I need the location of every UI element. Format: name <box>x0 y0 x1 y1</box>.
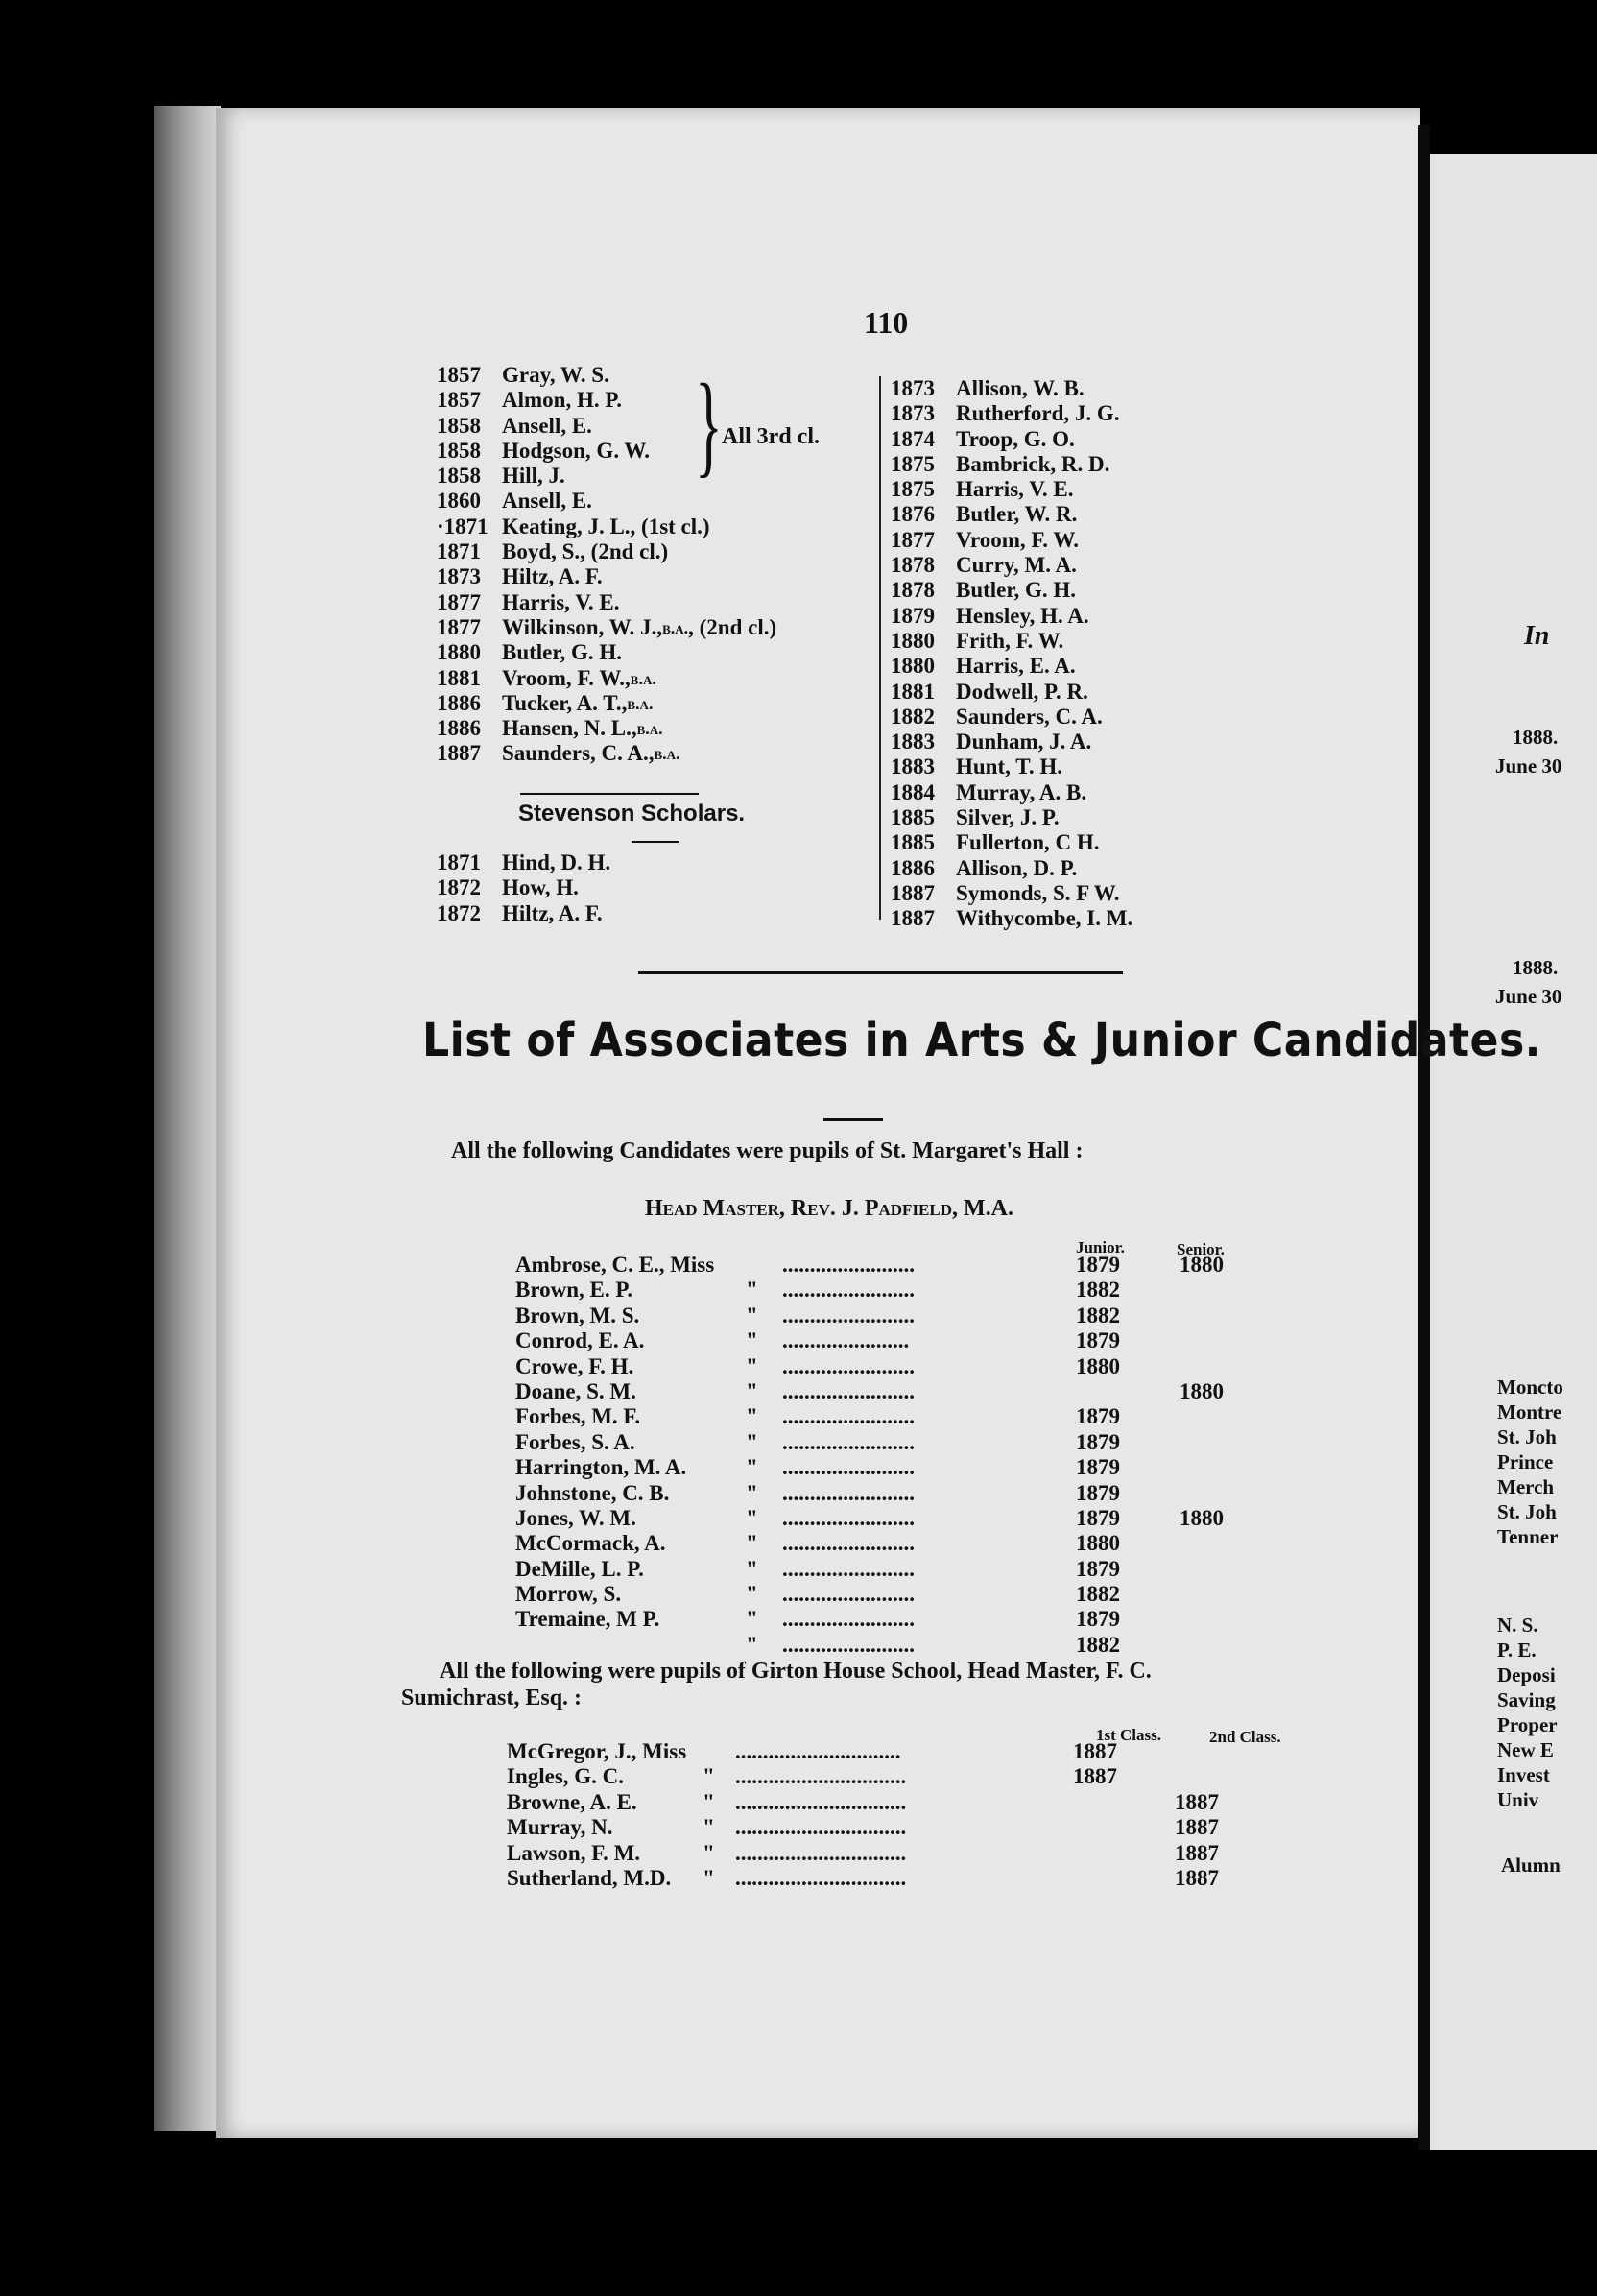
dot-leader: ............................... <box>735 1789 907 1814</box>
entry-name: Tucker, A. T., <box>502 690 628 715</box>
list-row <box>437 388 776 413</box>
candidate-name: Brown, E. P. <box>515 1278 633 1303</box>
entry-name: Saunders, C. A., <box>502 741 655 766</box>
ditto-mark: " <box>746 1607 758 1632</box>
candidate-name: Sutherland, M.D. <box>507 1865 672 1890</box>
year-senior: 1880 <box>1180 1378 1224 1403</box>
candidate-name: Tremaine, M P. <box>515 1607 660 1632</box>
entry-name: Butler, W. R. <box>956 502 1078 527</box>
ditto-mark: " <box>703 1840 715 1865</box>
right-page-fragment: N. S. <box>1497 1614 1538 1637</box>
ditto-mark: " <box>746 1556 758 1581</box>
candidate-row <box>515 1506 1283 1531</box>
candidate-name: Conrod, E. A. <box>515 1328 645 1353</box>
candidate-name: Crowe, F. H. <box>515 1353 634 1378</box>
dot-leader: ........................ <box>782 1253 915 1277</box>
year-junior: 1880 <box>1076 1531 1120 1556</box>
entry-name: Withycombe, I. M. <box>956 906 1133 931</box>
ditto-mark: " <box>703 1789 715 1814</box>
right-page-fragment: Prince <box>1497 1450 1554 1473</box>
list-row <box>437 615 776 640</box>
entry-year: 1878 <box>891 578 935 603</box>
dot-leader: ....................... <box>782 1328 910 1353</box>
candidate-row <box>515 1531 1283 1556</box>
right-scholar-list <box>891 376 1132 932</box>
right-page-fragment: In <box>1524 621 1550 651</box>
entry-year: 1872 <box>437 900 481 925</box>
entry-name: Gray, W. S. <box>502 363 609 387</box>
list-row <box>891 427 1132 452</box>
entry-year: 1873 <box>891 401 935 426</box>
ditto-mark: " <box>746 1632 758 1657</box>
candidate-name: Brown, M. S. <box>515 1303 640 1327</box>
year-junior: 1879 <box>1076 1404 1120 1429</box>
candidate-name: Doane, S. M. <box>515 1378 636 1403</box>
list-row <box>891 401 1132 426</box>
list-row <box>891 553 1132 578</box>
candidate-name: Lawson, F. M. <box>507 1840 641 1865</box>
year-junior: 1879 <box>1076 1480 1120 1505</box>
rule-below-stevenson <box>632 841 679 843</box>
list-row <box>891 705 1132 729</box>
entry-name: Bambrick, R. D. <box>956 451 1110 476</box>
st-margarets-candidate-table <box>515 1253 1283 1658</box>
entry-year: 1887 <box>891 906 935 931</box>
entry-year: 1881 <box>891 679 935 704</box>
right-page-fragment: 1888. <box>1513 726 1559 749</box>
year-junior: 1880 <box>1076 1353 1120 1378</box>
ditto-mark: " <box>703 1865 715 1890</box>
candidate-row <box>515 1379 1283 1404</box>
ditto-mark: " <box>703 1815 715 1840</box>
entry-year: 1886 <box>891 855 935 880</box>
dot-leader: ........................ <box>782 1607 915 1632</box>
senior-column-header: Senior. <box>1177 1240 1225 1258</box>
candidate-name: Jones, W. M. <box>515 1505 636 1530</box>
entry-year: 1874 <box>891 426 935 451</box>
candidate-row <box>507 1841 1294 1866</box>
year-second: 1887 <box>1175 1865 1219 1890</box>
junior-column-header: Junior. <box>1076 1238 1125 1256</box>
list-row <box>437 666 776 691</box>
entry-year: 1886 <box>437 716 481 741</box>
ditto-mark: " <box>746 1505 758 1530</box>
list-row <box>891 452 1132 477</box>
list-row <box>891 780 1132 805</box>
right-page-fragment: New E <box>1497 1738 1554 1761</box>
candidate-row <box>515 1303 1283 1328</box>
entry-year: 1880 <box>891 628 935 653</box>
entry-name: Hunt, T. H. <box>956 754 1062 779</box>
list-row <box>437 514 776 539</box>
list-row <box>891 729 1132 754</box>
entry-year: 1887 <box>891 880 935 905</box>
entry-name: Hill, J. <box>502 464 565 489</box>
entry-year: 1873 <box>437 564 481 589</box>
entry-year: 1875 <box>891 477 935 502</box>
right-page-fragment: Invest <box>1497 1763 1550 1786</box>
entry-year: 1883 <box>891 754 935 779</box>
year-second: 1887 <box>1175 1789 1219 1814</box>
entry-year: 1857 <box>437 363 481 387</box>
right-page-fragment: St. Joh <box>1497 1500 1557 1523</box>
year-junior: 1882 <box>1076 1582 1120 1607</box>
entry-year: 1858 <box>437 438 481 463</box>
dot-leader: ............................... <box>735 1815 907 1840</box>
ditto-mark: " <box>746 1429 758 1454</box>
entry-name: Ansell, E. <box>502 489 592 514</box>
dot-leader: .............................. <box>735 1739 901 1763</box>
ditto-mark: " <box>746 1531 758 1556</box>
list-row <box>891 629 1132 654</box>
entry-name: Vroom, F. W., <box>502 665 631 690</box>
entry-name: Hiltz, A. F. <box>502 564 603 589</box>
entry-name: Keating, J. L., (1st cl.) <box>502 514 710 538</box>
entry-year: 1883 <box>891 729 935 754</box>
list-row <box>891 528 1132 553</box>
entry-name: Butler, G. H. <box>502 640 623 665</box>
year-first: 1887 <box>1073 1764 1117 1789</box>
right-page-fragment: Saving <box>1497 1688 1556 1711</box>
list-row <box>891 376 1132 401</box>
entry-year: 1884 <box>891 779 935 804</box>
entry-degree: b.a. <box>662 617 689 637</box>
candidate-row <box>515 1455 1283 1480</box>
year-junior: 1879 <box>1076 1505 1120 1530</box>
entry-degree: b.a. <box>636 719 663 739</box>
entry-name: Hiltz, A. F. <box>502 900 603 925</box>
year-second: 1887 <box>1175 1815 1219 1840</box>
entry-year: 1858 <box>437 464 481 489</box>
entry-name: Murray, A. B. <box>956 779 1087 804</box>
entry-name: Troop, G. O. <box>956 426 1075 451</box>
candidate-name: McCormack, A. <box>515 1531 666 1556</box>
list-row <box>437 464 776 489</box>
list-row <box>437 539 776 564</box>
entry-year: 1860 <box>437 489 481 514</box>
candidate-row <box>515 1354 1283 1379</box>
year-junior: 1879 <box>1076 1556 1120 1581</box>
dot-leader: ........................ <box>782 1582 915 1607</box>
title-underline <box>823 1118 883 1121</box>
candidate-row <box>507 1790 1294 1815</box>
list-row <box>891 680 1132 705</box>
column-divider <box>879 376 881 920</box>
year-senior: 1880 <box>1180 1505 1224 1530</box>
entry-year: 1872 <box>437 875 481 900</box>
girton-intro-line1: All the following were pupils of Girton House School, Head Master, F. C. <box>440 1659 1152 1684</box>
candidate-row <box>515 1278 1283 1303</box>
dot-leader: ............................... <box>735 1840 907 1865</box>
entry-year: 1871 <box>437 539 481 564</box>
entry-year: 1886 <box>437 690 481 715</box>
list-row <box>437 901 610 926</box>
entry-year: 1873 <box>891 376 935 400</box>
dot-leader: ........................ <box>782 1278 915 1303</box>
entry-year: 1887 <box>437 741 481 766</box>
entry-name: Harris, V. E. <box>956 477 1074 502</box>
dot-leader: ........................ <box>782 1429 915 1454</box>
entry-name: Vroom, F. W. <box>956 527 1080 552</box>
candidate-name: Forbes, M. F. <box>515 1404 641 1429</box>
entry-year: 1878 <box>891 553 935 578</box>
candidate-row <box>515 1582 1283 1607</box>
list-row <box>437 691 776 716</box>
list-row <box>891 604 1132 629</box>
year-junior: 1882 <box>1076 1632 1120 1657</box>
entry-year: 1881 <box>437 665 481 690</box>
dot-leader: ........................ <box>782 1480 915 1505</box>
right-page-fragment: June 30 <box>1495 985 1562 1008</box>
entry-name: Fullerton, C H. <box>956 830 1100 855</box>
dot-leader: ........................ <box>782 1505 915 1530</box>
entry-year: 1857 <box>437 388 481 413</box>
entry-name: Wilkinson, W. J., <box>502 614 663 639</box>
stevenson-list <box>437 850 610 926</box>
entry-year: 1875 <box>891 451 935 476</box>
candidate-name: DeMille, L. P. <box>515 1556 644 1581</box>
entry-year: 1877 <box>437 614 481 639</box>
candidate-name: Forbes, S. A. <box>515 1429 635 1454</box>
st-margarets-head-master: Head Master, Rev. J. Padfield, M.A. <box>645 1196 1013 1221</box>
right-page-edge <box>1430 154 1597 2150</box>
candidate-row <box>515 1607 1283 1632</box>
ditto-mark: " <box>746 1480 758 1505</box>
entry-name: Symonds, S. F W. <box>956 880 1120 905</box>
candidate-row <box>515 1253 1283 1278</box>
list-row <box>437 716 776 741</box>
list-row <box>437 640 776 665</box>
entry-name: Harris, V. E. <box>502 589 620 614</box>
entry-year: 1880 <box>437 640 481 665</box>
candidate-row <box>515 1430 1283 1455</box>
entry-year: 1879 <box>891 603 935 628</box>
dot-leader: ........................ <box>782 1378 915 1403</box>
first-class-column-header: 1st Class. <box>1096 1726 1162 1744</box>
year-second: 1887 <box>1175 1840 1219 1865</box>
book-spine-shadow <box>154 106 221 2131</box>
dot-leader: ........................ <box>782 1455 915 1480</box>
entry-name: Ansell, E. <box>502 413 592 438</box>
entry-name: Curry, M. A. <box>956 553 1077 578</box>
candidate-name: Murray, N. <box>507 1815 613 1840</box>
entry-name: How, H. <box>502 875 579 900</box>
right-page-fragment: Alumn <box>1501 1854 1561 1877</box>
dot-leader: ........................ <box>782 1303 915 1327</box>
right-page-fragment: Montre <box>1497 1400 1562 1423</box>
candidate-name: Johnstone, C. B. <box>515 1480 670 1505</box>
candidate-name: McGregor, J., Miss <box>507 1739 687 1763</box>
ditto-mark: " <box>746 1328 758 1353</box>
ditto-mark: " <box>746 1455 758 1480</box>
dot-leader: ........................ <box>782 1353 915 1378</box>
candidate-name: Harrington, M. A. <box>515 1455 687 1480</box>
right-page-fragment: 1888. <box>1513 956 1559 979</box>
ditto-mark: " <box>746 1303 758 1327</box>
list-row <box>437 875 610 900</box>
right-page-fragment: Univ <box>1497 1788 1539 1811</box>
list-row <box>437 564 776 589</box>
entry-name: Almon, H. P. <box>502 388 623 413</box>
year-junior: 1882 <box>1076 1303 1120 1327</box>
entry-year: 1885 <box>891 805 935 830</box>
list-row <box>891 856 1132 881</box>
entry-name: Butler, G. H. <box>956 578 1077 603</box>
entry-year: 1882 <box>891 704 935 729</box>
rule-above-stevenson <box>520 793 699 795</box>
list-row <box>437 741 776 766</box>
entry-year: 1871 <box>437 850 481 874</box>
right-page-fragment: Tenner <box>1497 1525 1559 1548</box>
list-row <box>891 502 1132 527</box>
st-margarets-intro: All the following Candidates were pupils of St. Margaret's Hall : <box>451 1138 1084 1163</box>
ditto-mark: " <box>746 1278 758 1303</box>
entry-name: Hind, D. H. <box>502 850 611 874</box>
entry-year: ·1871 <box>437 514 489 538</box>
main-title: List of Associates in Arts & Junior Candidates. <box>422 1014 1541 1067</box>
entry-name: Hansen, N. L., <box>502 716 637 741</box>
entry-name: Dodwell, P. R. <box>956 679 1088 704</box>
candidate-row <box>515 1481 1283 1506</box>
second-class-column-header: 2nd Class. <box>1209 1728 1281 1746</box>
list-row <box>891 477 1132 502</box>
candidate-name: Ingles, G. C. <box>507 1764 625 1789</box>
candidate-row <box>515 1557 1283 1582</box>
candidate-row <box>507 1866 1294 1891</box>
entry-degree: b.a. <box>630 668 656 688</box>
right-page-fragment: Deposi <box>1497 1663 1556 1686</box>
candidate-row <box>515 1328 1283 1353</box>
candidate-row <box>507 1739 1294 1764</box>
candidate-name: Browne, A. E. <box>507 1789 637 1814</box>
entry-name: Allison, W. B. <box>956 376 1085 400</box>
ditto-mark: " <box>703 1764 715 1789</box>
entry-note: , (2nd cl.) <box>688 614 777 639</box>
entry-name: Rutherford, J. G. <box>956 401 1120 426</box>
list-row <box>891 805 1132 830</box>
year-junior: 1879 <box>1076 1328 1120 1353</box>
right-page-fragment: St. Joh <box>1497 1425 1557 1448</box>
entry-name: Harris, E. A. <box>956 654 1076 679</box>
year-junior: 1879 <box>1076 1253 1120 1277</box>
dot-leader: ........................ <box>782 1531 915 1556</box>
entry-name: Silver, J. P. <box>956 805 1060 830</box>
year-junior: 1879 <box>1076 1607 1120 1632</box>
entry-degree: b.a. <box>654 744 680 764</box>
entry-year: 1877 <box>891 527 935 552</box>
list-row <box>891 881 1132 906</box>
dot-leader: ............................... <box>735 1764 907 1789</box>
ditto-mark: " <box>746 1353 758 1378</box>
dot-leader: ........................ <box>782 1556 915 1581</box>
ditto-mark: " <box>746 1378 758 1403</box>
entry-year: 1880 <box>891 654 935 679</box>
girton-intro-line2: Sumichrast, Esq. : <box>401 1686 583 1710</box>
right-page-fragment: Merch <box>1497 1475 1555 1498</box>
ditto-mark: " <box>746 1404 758 1429</box>
entry-name: Dunham, J. A. <box>956 729 1092 754</box>
entry-name: Hensley, H. A. <box>956 603 1089 628</box>
list-row <box>437 590 776 615</box>
year-junior: 1879 <box>1076 1429 1120 1454</box>
list-row <box>437 850 610 875</box>
right-page-fragment: P. E. <box>1497 1638 1537 1662</box>
dot-leader: ............................... <box>735 1865 907 1890</box>
year-first: 1887 <box>1073 1739 1117 1763</box>
entry-name: Saunders, C. A. <box>956 704 1103 729</box>
entry-name: Hodgson, G. W. <box>502 438 651 463</box>
list-row <box>891 578 1132 603</box>
entry-year: 1877 <box>437 589 481 614</box>
list-row <box>891 654 1132 679</box>
page-gutter <box>1418 125 1430 2150</box>
candidate-row <box>507 1764 1294 1789</box>
candidate-row <box>515 1633 1283 1658</box>
list-row <box>437 363 776 388</box>
entry-year: 1876 <box>891 502 935 527</box>
list-row <box>891 906 1132 931</box>
entry-degree: b.a. <box>627 693 654 713</box>
section-rule <box>638 971 1123 974</box>
year-junior: 1882 <box>1076 1278 1120 1303</box>
entry-name: Frith, F. W. <box>956 628 1064 653</box>
entry-name: Allison, D. P. <box>956 855 1078 880</box>
list-row <box>891 830 1132 855</box>
candidate-row <box>515 1404 1283 1429</box>
entry-name: Boyd, S., (2nd cl.) <box>502 539 669 564</box>
ditto-mark: " <box>746 1582 758 1607</box>
stevenson-heading: Stevenson Scholars. <box>518 801 746 826</box>
year-senior: 1880 <box>1180 1253 1224 1277</box>
girton-candidate-table <box>507 1739 1294 1891</box>
entry-year: 1858 <box>437 413 481 438</box>
dot-leader: ........................ <box>782 1404 915 1429</box>
brace-symbol: } <box>695 360 723 488</box>
year-junior: 1879 <box>1076 1455 1120 1480</box>
brace-note: All 3rd cl. <box>722 424 820 449</box>
candidate-name: Ambrose, C. E., Miss <box>515 1253 715 1277</box>
right-page-fragment: June 30 <box>1495 754 1562 777</box>
right-page-fragment: Moncto <box>1497 1375 1563 1399</box>
entry-year: 1885 <box>891 830 935 855</box>
list-row <box>891 754 1132 779</box>
dot-leader: ........................ <box>782 1632 915 1657</box>
candidate-row <box>507 1815 1294 1840</box>
list-row <box>437 489 776 514</box>
page-number: 110 <box>864 305 909 340</box>
right-page-fragment: Proper <box>1497 1713 1558 1736</box>
candidate-name: Morrow, S. <box>515 1582 622 1607</box>
